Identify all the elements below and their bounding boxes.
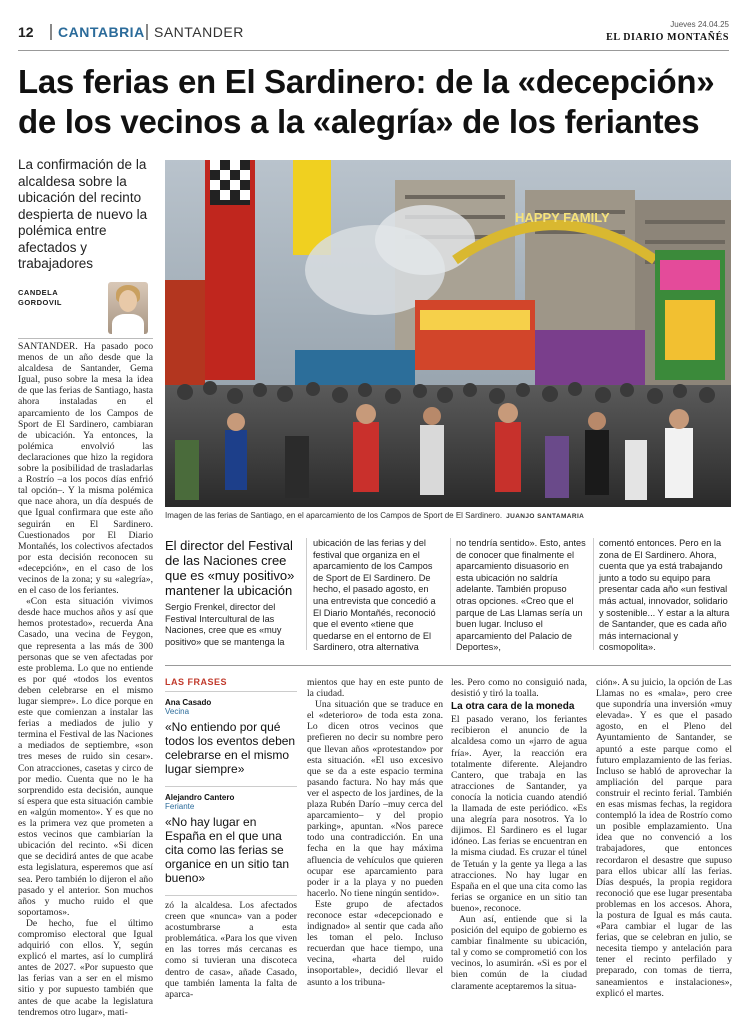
quote-name: Alejandro Cantero (165, 793, 235, 802)
body-continuation (165, 900, 297, 1000)
author-photo (108, 282, 148, 334)
paragraph: El pasado verano, los feriantes recibieron el anuncio de la alcaldesa como un «jarro de agua fría». Ayer, la reacción era totalmente diferente. Alejandro Cantero, que trabaja en las atracciones de Santander, ya conocía la noticia cuando atendió la llamada de este periódico. «Es una alegría para nosotros. Ya lo dijimos. El Sardinero es el lugar idóneo. Las ferias se encuentran en la misma ciudad. Es cruzar el túnel de Tetuán y la gente ya llega a las atracciones. No hay lugar en España en el que una cita como las ferias se organice en un sitio tan bueno», reconoce. (451, 714, 587, 914)
paragraph: «Con esta situación vivimos desde hace muchos años y así que hemos protestado», recuerda Ana Casado, una vecina de Feygon, que representa a las más de 300 personas que se ven afectadas por este problema. Lo que no entiende es por qué «todos los eventos deben celebrarse en el mismo lugar siempre». Lo dice porque en este que comienzan a instalar las ferias a mediados de julio y termina el Festival de las Naciones a mediados de septiembre, «son tres meses de ruido sin cesar». Con atracciones, casetas y circo de por medio. Cuenta que no le ha sorprendido esta decisión, aunque sí espera que esta situación cambie en «algún momento». Y es que no es la primera vez que prometen a estos vecinos que cambiarían la ubicación del recinto. «Si dicen que se decidirá antes de que acabe esta legislatura, esperemos que así sea. Pero también lo dijeron el año pasado y el anterior. Son muchos años y mucho ruido el que soportamos». (18, 596, 153, 918)
quotes-label: LAS FRASES (165, 677, 228, 687)
byline-rule (18, 338, 153, 339)
interview-col-3: no tendría sentido». Esto, antes de conocer que finalmente el aparcamiento disuasorio en esta ubicación no saldría adelante. También propuso otras opciones. «Creo que el parque de Las Llamas sería un buen lugar. Incluso el aparcamiento del Palacio de Deportes», (456, 538, 586, 653)
interview-col-2: ubicación de las ferias y del festival que organiza en el aparcamiento de los Campos de Sport de El Sardinero. De hecho, el pasado agosto, en una entrevista que concedió a El Diario Montañés, reconoció que el evento «tiene que quedarse en el entorno de El Sardinero, otra alternativa (313, 538, 436, 653)
paragraph: ción». A su juicio, la opción de Las Llamas no es «mala», pero cree que supondría una inversión «muy elevada». Y es que el pasado agosto, en el Pleno del Ayuntamiento de Santander, se apuntó a este parque como el futuro emplazamiento de las ferias. Incluso se habló de aprovechar la ampliación del parque para construir el recinto ferial. También en esas mismas fechas, la regidora contempló la idea de Rostrío como un posible emplazamiento. Una idea que no convenció a los trabajadores, que entonces recordaron el desastre que supuso para ellos ubicar allí las ferias. Días después, la propia regidora reconoció que ese lugar presentaba problemas en los accesos. Ahora, la postura de Igual es más cauta. «Para cambiar el lugar de las ferias, que se celebran en julio, se necesita tiempo y antelación para tener el recinto perfilado y preparado, con tomas de tierra, saneamientos e instalaciones», explicó el martes. (596, 677, 732, 999)
body-column-1 (18, 341, 153, 1018)
photo-caption (165, 511, 731, 520)
section-subhead: La otra cara de la moneda (451, 701, 575, 713)
quotes-rule (165, 691, 297, 692)
paragraph: SANTANDER. Ha pasado poco menos de un año desde que la alcaldesa de Santander, Gema Igual, puso sobre la mesa la idea de que las ferias de Santiago, hasta ahora instaladas en el aparcamiento de los Campos de Sport de El Sardinero, cambiaran de ubicación. Ya entonces, la polémica envolvió las declaraciones que hizo la regidora sobre la posibilidad de trasladarlas a Rostrío –a los pocos días enfrió tal opción–. Y la misma polémica que nace ahora, un día después de que Igual confirmara que este año seguirán en El Sardinero. Cuestionados por El Diario Montañés, los colectivos afectados por esta decisión reconocen su «decepción», en el caso de los vecinos de la zona; y su «alegría», en el caso de los feriantes. (18, 341, 153, 597)
newspaper-name: EL DIARIO MONTAÑÉS (606, 32, 729, 43)
paragraph: les. Pero como no consiguió nada, desistió y tiró la toalla. (451, 677, 587, 700)
byline: CANDELA GORDOVIL (18, 288, 63, 307)
issue-date: Jueves 24.04.25 (670, 20, 729, 29)
page-number: 12 (18, 24, 34, 40)
interview-lead: Sergio Frenkel, director del Festival Intercultural de las Naciones, cree que es «muy positivo» que se mantenga la (165, 602, 285, 647)
fair-photo (165, 160, 731, 507)
body-column-4 (451, 677, 587, 992)
quote-name: Ana Casado (165, 698, 212, 707)
paragraph: De hecho, fue el último compromiso electoral que Igual adquirió con ellos. Y, según explicó el martes, así lo cumplirá antes de 2027. «Por supuesto que las ferias van a ser en el mismo sitio y por supuesto también que antes de que acabe la legislatura tendremos otro lugar», mati- (18, 917, 153, 1018)
interview-title: El director del Festival de las Naciones cree que es «muy positivo» mantener la ubicación (165, 538, 295, 598)
photo-credit: JUANJO SANTAMARIA (506, 513, 585, 520)
column-divider (593, 538, 594, 650)
paragraph: mientos que hay en este punto de la ciudad. (307, 677, 443, 700)
interview-rule (165, 665, 731, 666)
interview-box (165, 538, 731, 656)
section-label: CANTABRIA (50, 24, 145, 40)
quote-text: «No entiendo por qué todos los eventos deben celebrarse en el mismo lugar siempre» (165, 720, 296, 776)
photo-sign: HAPPY FAMILY (515, 210, 610, 225)
caption-text: Imagen de las ferias de Santiago, en el aparcamiento de los Campos de Sport de El Sardinero. (165, 511, 503, 520)
paragraph: Este grupo de afectados reconoce estar «decepcionado e indignado» al sentir que cada año les toman el pelo. Incluso recuerdan que hace tiempo, una vecina, «harta del ruido insoportable», decidió llevar el asunto a los tribuna- (307, 898, 443, 988)
quotes-rule (165, 895, 297, 896)
header-rule (18, 50, 729, 51)
paragraph: zó la alcaldesa. Los afectados creen que «nunca» van a poder acostumbrarse a esta problemática. «Para los que viven en las torres más cercanas es como si tuvieran una discoteca dentro de casa», añade Casado, que también lamenta la falta de aparca- (165, 900, 297, 1000)
paragraph: Una situación que se traduce en el «deterioro» de toda esta zona. Lo dicen otros vecinos que prefieren no decir su nombre pero que llevan años «protestando» por esta situación. «El uso excesivo que se da a este espacio termina pasando factura. No hay más que ver el aspecto de los jardines, de la plaza Rubén Darío –muy cerca del aparcamiento– y del propio parking», apuntan. «Nos parece todo una contradicción. En una fecha en la que hay máxima afluencia de vehículos que quieren ocupar ese aparcamiento para poder ir a la playa y no pueden hacerlo. No tiene ningún sentido». (307, 699, 443, 899)
quote-role: Vecina (165, 707, 190, 716)
column-divider (306, 538, 307, 650)
quote-text: «No hay lugar en España en el que una cita como las ferias se organice en un sitio tan bueno» (165, 815, 290, 885)
quote-role: Feriante (165, 802, 195, 811)
page-header (18, 20, 729, 44)
column-divider (450, 538, 451, 650)
body-column-5 (596, 677, 732, 999)
headline: Las ferias en El Sardinero: de la «decepción» de los vecinos a la «alegría» de los feriantes (18, 63, 715, 140)
interview-col-4: comentó entonces. Pero en la zona de El Sardinero. Ahora, cuenta que ya está trabajando junto a todo su equipo para presentar cada año «un festival más actual, innovador, solidario y sostenible... Y estar a la altura de Santander, que es cada año más internacional y cosmopolita». (599, 538, 730, 653)
subsection-label: SANTANDER (146, 24, 244, 40)
body-column-3 (307, 677, 443, 988)
dek: La confirmación de la alcaldesa sobre la ubicación del recinto despierta de nuevo la polémica entre afectados y trabajadores (18, 157, 148, 271)
quotes-rule (165, 786, 297, 787)
quotes-sidebar (165, 677, 297, 1000)
paragraph: Aun así, entiende que si la posición del equipo de gobierno es cambiar finalmente su ubicación, tal y como se comprometió con los vecinos, lo asumirán. «Si es por el bien común de la ciudad claramente aceptaremos la situa- (451, 913, 587, 992)
